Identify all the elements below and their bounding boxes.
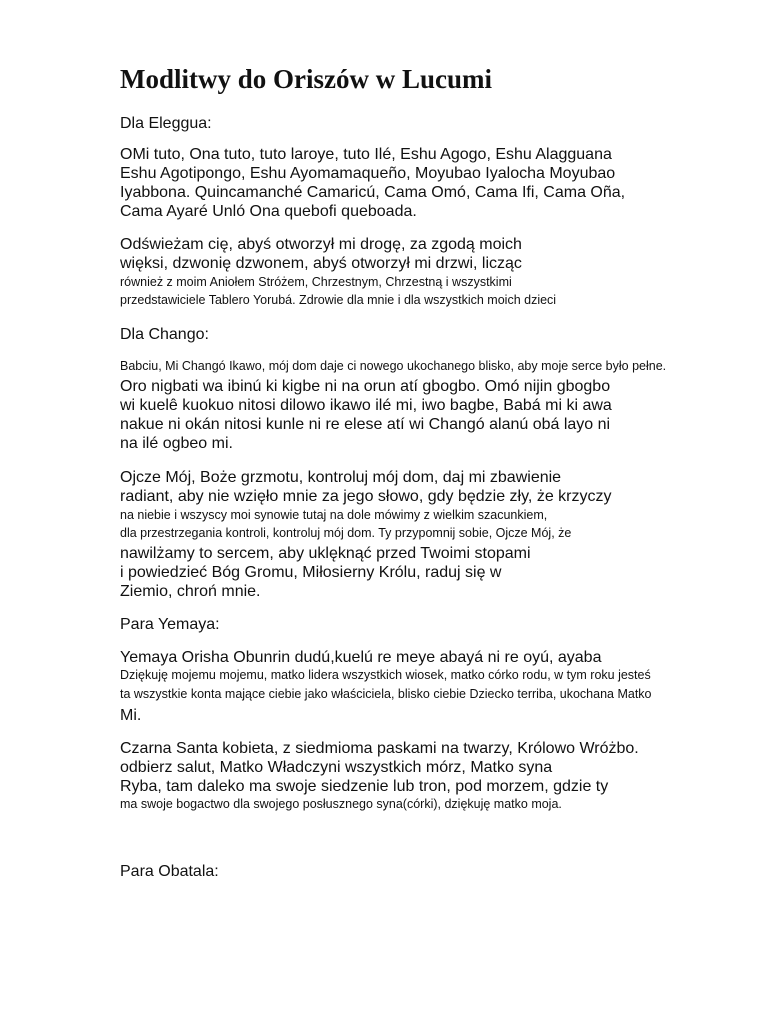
section-heading-obatala: Para Obatala: — [120, 863, 219, 880]
text-line: na ilé ogbeo mi. — [120, 435, 233, 452]
text-line: Dziękuję mojemu mojemu, matko lidera wszystkich wiosek, matko córko rodu, w tym roku jesteś — [120, 668, 651, 682]
text-line: ta wszystkie konta mające ciebie jako właściciela, blisko ciebie Dziecko terriba, ukochana Matko — [120, 687, 652, 701]
text-line: Iyabbona. Quincamanché Camaricú, Cama Omó, Cama Ifi, Cama Oña, — [120, 184, 626, 201]
text-line: OMi tuto, Ona tuto, tuto laroye, tuto Ilé, Eshu Agogo, Eshu Alagguana — [120, 146, 612, 163]
section-heading-eleggua: Dla Eleggua: — [120, 115, 212, 132]
document-title: Modlitwy do Oriszów w Lucumi — [120, 64, 493, 94]
text-line: na niebie i wszyscy moi synowie tutaj na dole mówimy z wielkim szacunkiem, — [120, 508, 548, 522]
text-line: również z moim Aniołem Stróżem, Chrzestnym, Chrzestną i wszystkimi — [120, 275, 512, 289]
text-line: Oro nigbati wa ibinú ki kigbe ni na orun atí gbogbo. Omó nijin gbogbo — [120, 378, 611, 395]
text-line: Eshu Agotipongo, Eshu Ayomamaqueño, Moyubao Iyalocha Moyubao — [120, 165, 616, 182]
text-line: Ziemio, chroń mnie. — [120, 583, 261, 600]
text-line: dla przestrzegania kontroli, kontroluj mój dom. Ty przypomnij sobie, Ojcze Mój, że — [120, 526, 572, 540]
text-line: więksi, dzwonię dzwonem, abyś otworzył mi drzwi, licząc — [120, 255, 522, 272]
text-line: nakue ni okán nitosi kunle ni re elese atí wi Changó alanú obá layo ni — [120, 416, 611, 433]
text-line: Ryba, tam daleko ma swoje siedzenie lub tron, pod morzem, gdzie ty — [120, 778, 609, 795]
text-line: i powiedzieć Bóg Gromu, Miłosierny Królu, raduj się w — [120, 564, 502, 581]
section-heading-chango: Dla Chango: — [120, 326, 209, 343]
text-line: Yemaya Orisha Obunrin dudú,kuelú re meye abayá ni re oyú, ayaba — [120, 649, 602, 666]
text-line: przedstawiciele Tablero Yorubá. Zdrowie dla mnie i dla wszystkich moich dzieci — [120, 293, 557, 307]
text-line: Ojcze Mój, Boże grzmotu, kontroluj mój dom, daj mi zbawienie — [120, 469, 562, 486]
text-line: wi kuelê kuokuo nitosi dilowo ikawo ilé mi, iwo bagbe, Babá mi ki awa — [120, 397, 612, 414]
text-line: ma swoje bogactwo dla swojego posłusznego syna(córki), dziękuję matko moja. — [120, 797, 562, 811]
text-line: Babciu, Mi Changó Ikawo, mój dom daje ci nowego ukochanego blisko, aby moje serce było pełne. — [120, 359, 667, 373]
text-line: nawilżamy to sercem, aby uklęknąć przed Twoimi stopami — [120, 545, 531, 562]
text-line: radiant, aby nie wzięło mnie za jego słowo, gdy będzie zły, że krzyczy — [120, 488, 612, 505]
text-line: Mi. — [120, 707, 142, 724]
section-heading-yemaya: Para Yemaya: — [120, 616, 220, 633]
text-line: Czarna Santa kobieta, z siedmioma paskami na twarzy, Królowo Wróżbo. — [120, 740, 639, 757]
text-line: Cama Ayaré Unló Ona quebofi queboada. — [120, 203, 417, 220]
text-line: odbierz salut, Matko Władczyni wszystkich mórz, Matko syna — [120, 759, 553, 776]
text-line: Odświeżam cię, abyś otworzył mi drogę, za zgodą moich — [120, 236, 522, 253]
